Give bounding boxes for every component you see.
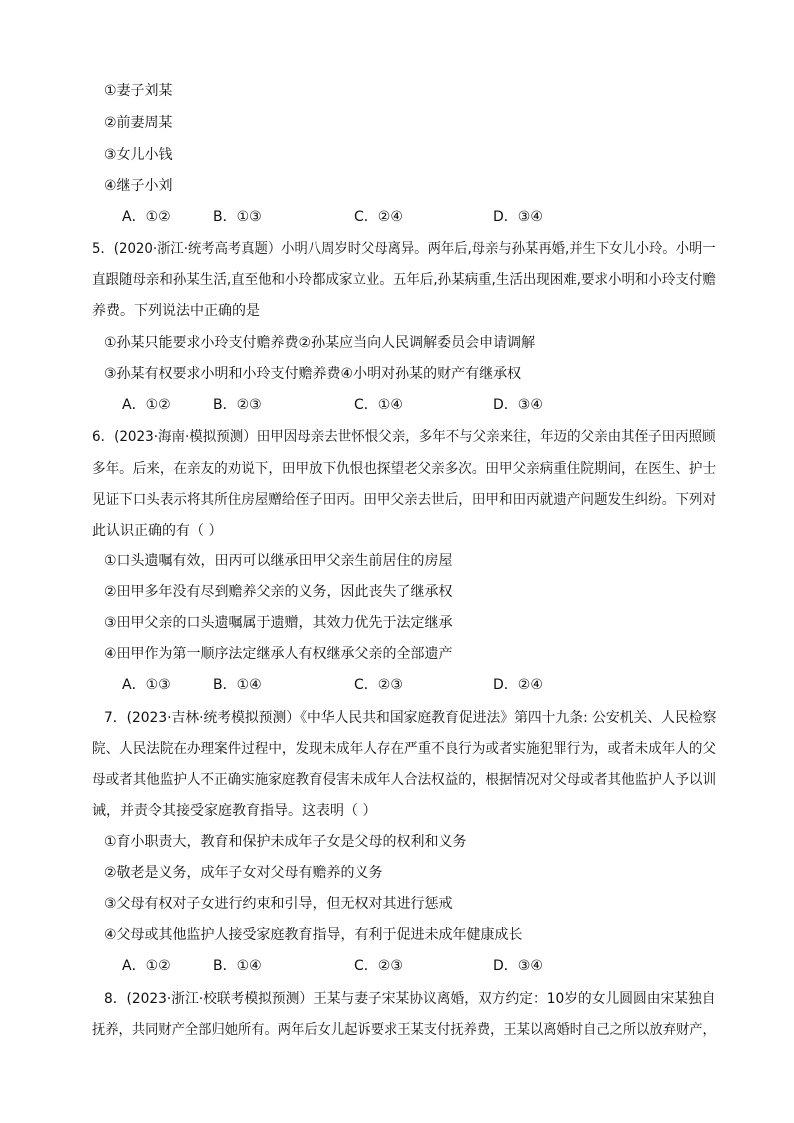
q4-item-3: ③女儿小钱: [104, 147, 173, 163]
q8-stem-line-1: 8．(2023·浙江·校联考模拟预测）王某与妻子宋某协议离婚，双方约定：10岁的女儿圆圆由宋某独自: [104, 991, 716, 1007]
q6-item-1: ①口头遗嘱有效，田丙可以继承田甲父亲生前居住的房屋: [104, 553, 453, 569]
q4-option-a: A．①②: [122, 209, 171, 225]
q7-stem-line-4: 诫，并责令其接受家庭教育指导。这表明（ ）: [92, 803, 377, 819]
q4-option-b: B．①③: [213, 209, 262, 225]
q7-stem-line-3: 母或者其他监护人不正确实施家庭教育侵害未成年人合法权益的，根据情况对父母或者其他监护人予以训: [92, 772, 717, 788]
q5-option-a: A．①②: [122, 397, 171, 413]
q7-option-b: B．①④: [213, 958, 262, 974]
q6-stem-line-2: 多年。后来，在亲友的劝说下，田甲放下仇恨也探望老父亲多次。田甲父亲病重住院期间，在医生、护士: [92, 461, 717, 477]
q5-item-line-1: ①孙某只能要求小玲支付赡养费②孙某应当向人民调解委员会申请调解: [104, 335, 536, 351]
q7-item-2: ②敬老是义务，成年子女对父母有赡养的义务: [104, 865, 383, 881]
q8-stem-line-2: 抚养，共同财产全部归她所有。两年后女儿起诉要求王某支付抚养费，王某以离婚时自己之所以放弃财产，: [92, 1022, 716, 1038]
q4-option-d: D．③④: [493, 209, 543, 225]
q7-option-d: D．③④: [493, 958, 543, 974]
q7-item-1: ①育小职责大，教育和保护未成年子女是父母的权利和义务: [104, 834, 467, 850]
q6-stem-line-3: 见证下口头表示将其所住房屋赠给侄子田丙。田甲父亲去世后，田甲和田丙就遗产问题发生纠纷。下列对: [92, 492, 717, 508]
q5-stem-line-1: 5．(2020·浙江·统考高考真题）小明八周岁时父母离异。两年后,母亲与孙某再婚,并生下女儿小玲。小明一: [92, 241, 716, 257]
q5-option-d: D．③④: [493, 397, 543, 413]
q6-option-d: D．②④: [493, 677, 543, 693]
q4-item-1: ①妻子刘某: [104, 83, 173, 99]
q4-item-2: ②前妻周某: [104, 115, 173, 131]
q5-stem-line-2: 直跟随母亲和孙某生活,直至他和小玲都成家立业。五年后,孙某病重,生活出现困难,要求小明和小玲支付赡: [92, 272, 716, 288]
q4-option-c: C．②④: [354, 209, 403, 225]
q5-stem-line-3: 养费。下列说法中正确的是: [92, 303, 260, 319]
q7-item-4: ④父母或其他监护人接受家庭教育指导，有利于促进未成年健康成长: [104, 927, 523, 943]
q6-stem-line-4: 此认识正确的有（ ）: [92, 523, 223, 539]
q7-item-3: ③父母有权对子女进行约束和引导，但无权对其进行惩戒: [104, 896, 453, 912]
q7-stem-line-1: 7．(2023·吉林·统考模拟预测）《中华人民共和国家庭教育促进法》第四十九条: 公安机关、人民检察: [104, 710, 717, 726]
q7-stem-line-2: 院、人民法院在办理案件过程中，发现未成年人存在严重不良行为或者实施犯罪行为，或者未成年人的父: [92, 741, 717, 757]
q7-option-c: C．②③: [354, 958, 403, 974]
q6-item-3: ③田甲父亲的口头遗嘱属于遗赠，其效力优先于法定继承: [104, 615, 453, 631]
q5-option-c: C．①④: [354, 397, 403, 413]
q5-item-line-2: ③孙某有权要求小明和小玲支付赡养费④小明对孙某的财产有继承权: [104, 366, 522, 382]
q6-option-b: B．①④: [213, 677, 262, 693]
q6-option-a: A．①③: [122, 677, 171, 693]
q6-item-4: ④田甲作为第一顺序法定继承人有权继承父亲的全部遗产: [104, 646, 453, 662]
q6-item-2: ②田甲多年没有尽到赡养父亲的义务，因此丧失了继承权: [104, 584, 453, 600]
q4-item-4: ④继子小刘: [104, 178, 173, 194]
q7-option-a: A．①②: [122, 958, 171, 974]
q6-stem-line-1: 6．(2023·海南·模拟预测）田甲因母亲去世怀恨父亲，多年不与父亲来往，年迈的父亲由其侄子田丙照顾: [92, 429, 716, 445]
q6-option-c: C．②③: [354, 677, 403, 693]
q5-option-b: B．②③: [213, 397, 262, 413]
